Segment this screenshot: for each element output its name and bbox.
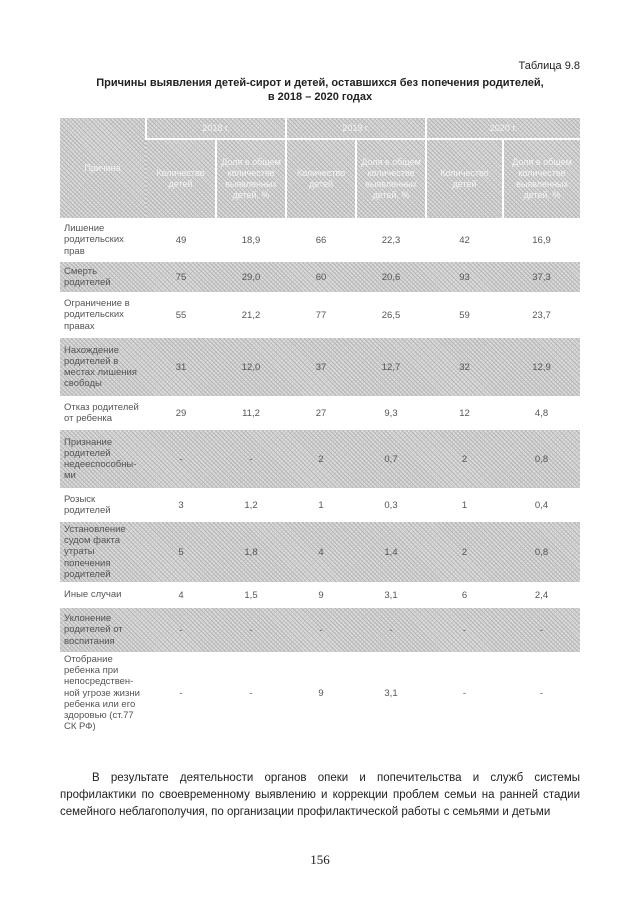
cell-count: 4 (178, 589, 184, 601)
cell-count: 55 (175, 309, 187, 321)
cell-count: 42 (459, 234, 470, 246)
cell-count: 4 (318, 546, 324, 558)
cell-reason: Отобрание ребенка при непосредствен-ной угрозе жизни ребенка или его здоровью (ст.77 СК РФ) (64, 654, 140, 733)
cell-count: 77 (315, 309, 327, 321)
cell-share: 20,6 (381, 271, 401, 283)
cell-reason: Иные случаи (64, 589, 122, 601)
cell-count: 3 (178, 499, 184, 511)
cell-count: - (179, 453, 183, 465)
header-count-2019: Количество детей (286, 139, 356, 218)
cell-share: 0,7 (384, 453, 398, 465)
cell-share: 1,2 (244, 499, 258, 511)
header-reason: Причина (60, 118, 146, 218)
header-share-2018: Доля в общем количестве выявленных детей, % (216, 139, 286, 218)
cell-share: 4,8 (534, 407, 549, 419)
cell-count: - (462, 624, 467, 636)
cell-count: 31 (175, 361, 187, 373)
cell-share: 3,1 (384, 589, 398, 601)
table-row (60, 430, 580, 488)
cell-share: - (539, 624, 544, 636)
cell-share: 9,3 (384, 407, 398, 419)
cell-reason: Розыск родителей (64, 493, 111, 516)
cell-share: 0,4 (534, 499, 549, 511)
cell-share: 0,8 (534, 546, 549, 558)
cell-reason: Установление судом факта утраты попечения родителей (64, 524, 126, 580)
cell-count: 1 (318, 499, 324, 511)
header-share-2020: Доля в общем количестве выявленных детей, % (503, 139, 580, 218)
cell-share: 22,3 (381, 234, 401, 246)
cell-count: - (462, 687, 467, 699)
cell-share: - (249, 624, 253, 636)
cell-count: 2 (461, 453, 468, 465)
table-title-line-2: в 2018 – 2020 годах (267, 91, 373, 103)
header-year-2020: 2020 г. (426, 118, 580, 139)
cell-count: 66 (315, 234, 327, 246)
cell-count: 6 (461, 589, 468, 601)
cell-share: 1,4 (384, 546, 398, 558)
cell-count: 49 (175, 234, 187, 246)
cell-count: - (319, 624, 323, 636)
header-year-2019: 2019 г. (286, 118, 426, 139)
cell-count: 2 (318, 453, 324, 465)
cell-count: 12 (459, 407, 470, 419)
body-paragraph: В результате деятельности органов опеки и попечительства и служб системы профилактики по своевременному выявлению и коррекции проблем семьи на ранней стадии семейного неблагополучия, по организации профилактической работы с семьями и детьми (60, 772, 580, 818)
cell-count: - (179, 624, 183, 636)
cell-share: 18,9 (241, 234, 261, 246)
header-row-years (60, 118, 580, 139)
table-row (60, 608, 580, 652)
cell-share: 0,3 (384, 499, 398, 511)
cell-reason: Ограничение в родительских правах (64, 298, 130, 332)
cell-share: 2,4 (534, 589, 549, 601)
cell-count: 32 (459, 361, 470, 373)
page-number: 156 (310, 852, 330, 867)
cell-share: 12,9 (532, 361, 551, 373)
cell-reason: Смерть родителей (64, 265, 111, 288)
cell-share: 37,3 (532, 271, 551, 283)
cell-count: 2 (461, 546, 468, 558)
cell-share: 23,7 (532, 309, 551, 321)
cell-share: - (389, 624, 393, 636)
cell-count: 37 (315, 361, 327, 373)
cell-reason: Лишение родительских прав (64, 223, 124, 257)
cell-count: - (179, 687, 183, 699)
cell-reason: Признание родителей недееспособны-ми (64, 436, 137, 482)
table-row (60, 262, 580, 292)
cell-reason: Отказ родителей от ребенка (64, 401, 139, 424)
table-row (60, 292, 580, 338)
cell-count: 27 (315, 407, 327, 419)
cell-share: 21,2 (241, 309, 261, 321)
header-count-2018: Количество детей (146, 139, 216, 218)
cell-share: - (249, 453, 253, 465)
header-year-2018: 2018 г. (146, 118, 286, 139)
cell-share: 12,7 (381, 361, 401, 373)
cell-count: 5 (178, 546, 184, 558)
table-row (60, 652, 580, 734)
cell-count: 59 (459, 309, 470, 321)
table-row (60, 582, 580, 608)
table-label: Таблица 9.8 (518, 60, 580, 72)
cell-share: - (249, 687, 253, 699)
cell-share: 26,5 (381, 309, 401, 321)
cell-count: 29 (175, 407, 187, 419)
cell-count: 9 (318, 687, 324, 699)
cell-reason: Нахождение родителей в местах лишения свободы (64, 344, 137, 390)
table-row (60, 396, 580, 430)
cell-share: 3,1 (384, 687, 398, 699)
table-title (60, 76, 580, 104)
cell-reason: Уклонение родителей от воспитания (64, 613, 123, 647)
table-body (60, 218, 580, 734)
cell-share: 29,0 (241, 271, 261, 283)
table-row (60, 338, 580, 396)
cell-share: 16,9 (532, 234, 551, 246)
cell-share: 1,5 (244, 589, 258, 601)
cell-share: 12,0 (241, 361, 261, 373)
cell-share: 0,8 (534, 453, 549, 465)
cell-count: 93 (459, 271, 470, 283)
cell-count: 75 (175, 271, 187, 283)
cell-share: - (539, 687, 544, 699)
cell-count: 9 (318, 589, 324, 601)
cell-share: 1,8 (244, 546, 258, 558)
table-row (60, 522, 580, 582)
cell-count: 60 (315, 271, 327, 283)
reasons-table (60, 118, 580, 734)
table-row (60, 488, 580, 522)
table-row (60, 218, 580, 262)
cell-count: 1 (461, 499, 468, 511)
header-share-2019: Доля в общем количестве выявленных детей, % (356, 139, 426, 218)
header-count-2020: Количество детей (426, 139, 503, 218)
table-title-line-1: Причины выявления детей-сирот и детей, оставшихся без попечения родителей, (96, 77, 544, 89)
cell-share: 11,2 (242, 407, 260, 419)
